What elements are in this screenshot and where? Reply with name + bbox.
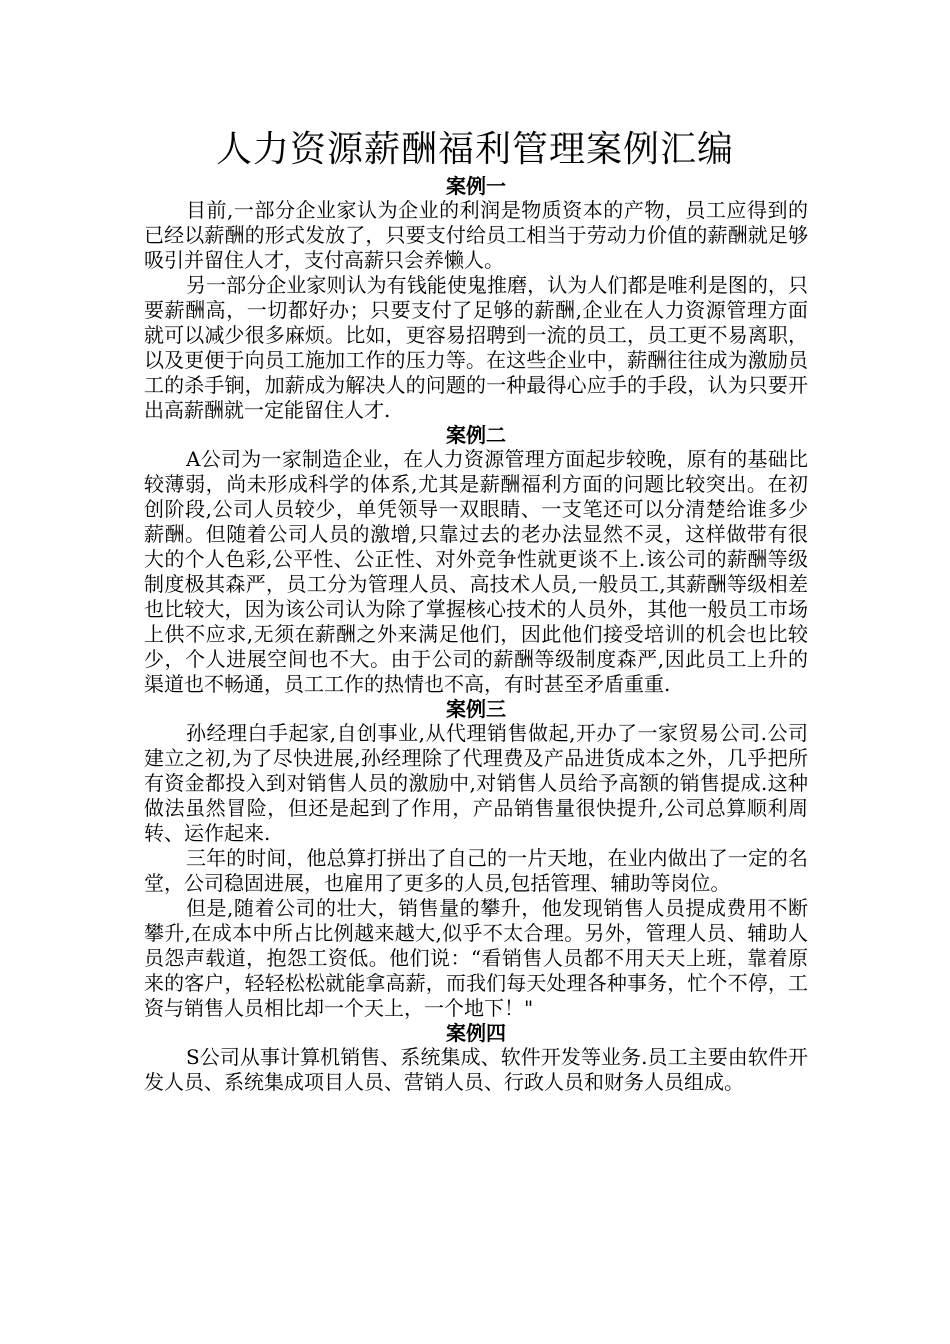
paragraph: 目前,一部分企业家认为企业的利润是物质资本的产物，员工应得到的已经以薪酬的形式发放了，只要支付给员工相当于劳动力价值的薪酬就足够吸引并留住人才，支付高薪只会养懒人。 bbox=[144, 198, 808, 272]
case-section-3 bbox=[144, 697, 808, 1021]
paragraph: 另一部分企业家则认为有钱能使鬼推磨，认为人们都是唯利是图的，只要薪酬高，一切都好办；只要支付了足够的薪酬,企业在人力资源管理方面就可以减少很多麻烦。比如，更容易招聘到一流的员工，员工更不易离职，以及更便于向员工施加工作的压力等。在这些企业中，薪酬往往成为激励员工的杀手锏，加薪成为解决人的问题的一种最得心应手的手段，认为只要开出高薪酬就一定能留住人才. bbox=[144, 273, 808, 422]
paragraph: 三年的时间，他总算打拼出了自己的一片天地，在业内做出了一定的名堂，公司稳固进展，也雇用了更多的人员,包括管理、辅助等岗位。 bbox=[144, 846, 808, 895]
case-section-4 bbox=[144, 1021, 808, 1095]
case-heading: 案例二 bbox=[446, 423, 506, 447]
document-title: 人力资源薪酬福利管理案例汇编 bbox=[215, 129, 734, 170]
case-heading: 案例三 bbox=[446, 697, 506, 721]
case-section-1 bbox=[144, 174, 808, 423]
paragraph: 但是,随着公司的壮大，销售量的攀升，他发现销售人员提成费用不断攀升,在成本中所占比例越来越大,似乎不太合理。另外，管理人员、辅助人员怨声载道，抱怨工资低。他们说：“看销售人员都不用天天上班，靠着原来的客户，轻轻松松就能拿高薪，而我们每天处理各种事务，忙个不停，工资与销售人员相比却一个天上，一个地下！" bbox=[144, 896, 808, 1020]
case-heading: 案例四 bbox=[446, 1021, 506, 1045]
paragraph: S公司从事计算机销售、系统集成、软件开发等业务.员工主要由软件开发人员、系统集成项目人员、营销人员、行政人员和财务人员组成。 bbox=[144, 1045, 808, 1094]
case-section-2 bbox=[144, 423, 808, 697]
case-heading: 案例一 bbox=[446, 174, 506, 198]
paragraph: 孙经理白手起家,自创事业,从代理销售做起,开办了一家贸易公司.公司建立之初,为了尽快进展,孙经理除了代理费及产品进货成本之外，几乎把所有资金都投入到对销售人员的激励中,对销售人员给予高额的销售提成.这种做法虽然冒险，但还是起到了作用，产品销售量很快提升,公司总算顺利周转、运作起来. bbox=[144, 721, 808, 845]
paragraph: A公司为一家制造企业，在人力资源管理方面起步较晚，原有的基础比较薄弱，尚未形成科学的体系,尤其是薪酬福利方面的问题比较突出。在初创阶段,公司人员较少，单凭领导一双眼睛、一支笔还可以分清楚给谁多少薪酬。但随着公司人员的激增,只靠过去的老办法显然不灵，这样做带有很大的个人色彩,公平性、公正性、对外竞争性就更谈不上.该公司的薪酬等级制度极其森严，员工分为管理人员、高技术人员,一般员工,其薪酬等级相差也比较大，因为该公司认为除了掌握核心技术的人员外，其他一般员工市场上供不应求,无须在薪酬之外来满足他们，因此他们接受培训的机会也比较少，个人进展空间也不大。由于公司的薪酬等级制度森严,因此员工上升的渠道也不畅通，员工工作的热情也不高，有时甚至矛盾重重. bbox=[144, 447, 808, 696]
document-body bbox=[144, 174, 808, 1095]
